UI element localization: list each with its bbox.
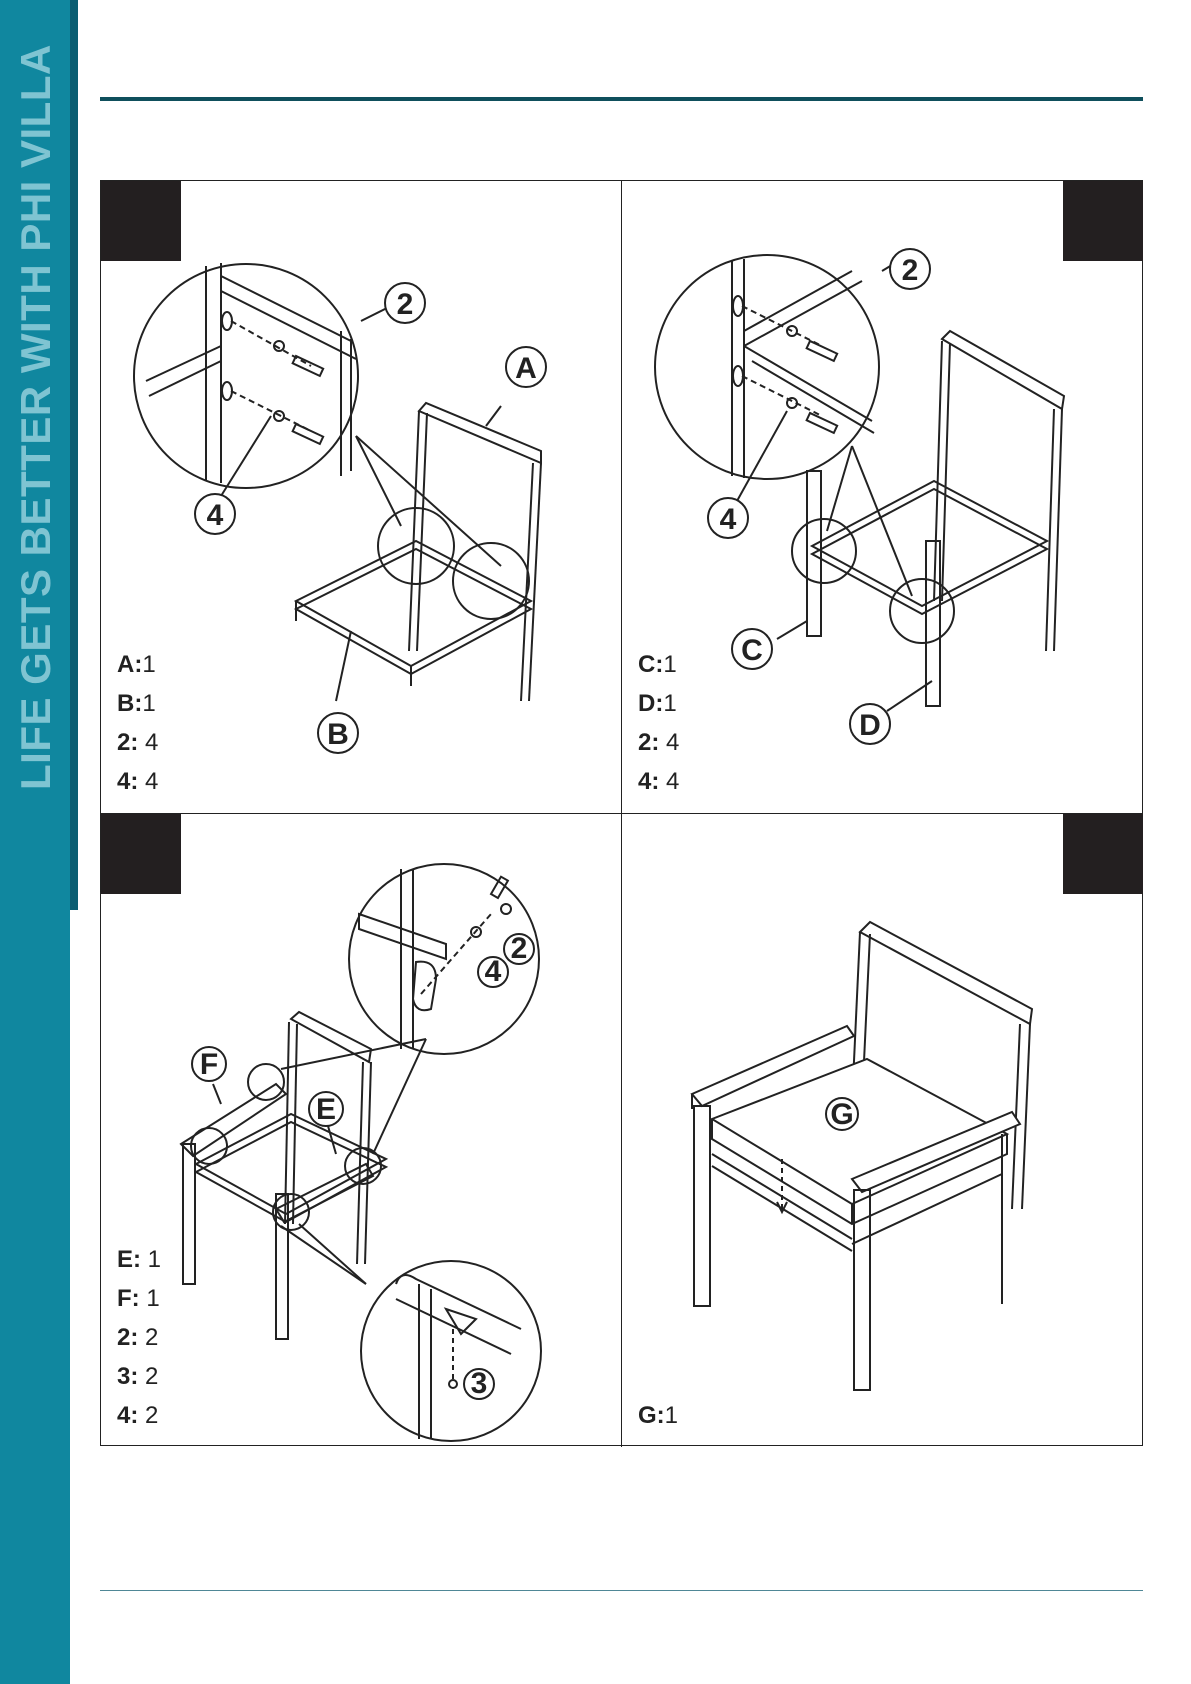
callout-G: G <box>830 1098 854 1131</box>
callout-4: 4 <box>206 499 224 532</box>
parts-row: 2: 4 <box>117 729 159 756</box>
parts-row: 3: 2 <box>117 1363 159 1390</box>
callout-B: B <box>327 718 349 751</box>
parts-row: B:1 <box>117 690 156 717</box>
parts-row: D:1 <box>638 690 677 717</box>
header-rule <box>100 97 1143 101</box>
callout-D: D <box>859 709 881 742</box>
callout-A: A <box>515 352 537 385</box>
parts-row: 2: 2 <box>117 1324 159 1351</box>
parts-row: 2: 4 <box>638 729 680 756</box>
step-3-parts-list <box>117 1240 161 1435</box>
footer-rule <box>100 1590 1143 1591</box>
step-1-illustration <box>101 181 622 814</box>
step-3-panel <box>101 814 622 1447</box>
sidebar-slogan: LIFE GETS BETTER WITH PHI VILLA <box>12 44 59 790</box>
parts-row: A:1 <box>117 651 156 678</box>
step-3-illustration <box>101 814 622 1447</box>
step-1-panel <box>101 181 622 814</box>
callout-2: 2 <box>901 254 919 287</box>
parts-row: C:1 <box>638 651 677 678</box>
callout-F: F <box>199 1048 219 1081</box>
step-4-panel <box>622 814 1143 1447</box>
parts-row: 4: 2 <box>117 1402 159 1429</box>
sidebar-shade <box>70 0 78 910</box>
callout-E: E <box>315 1093 337 1126</box>
step-4-illustration <box>622 814 1143 1447</box>
parts-row: G:1 <box>638 1402 679 1429</box>
step-2-illustration <box>622 181 1143 814</box>
parts-row: E: 1 <box>117 1246 162 1273</box>
parts-row: F: 1 <box>117 1285 160 1312</box>
parts-row: 4: 4 <box>638 768 680 795</box>
step-4-parts-list <box>638 1396 678 1435</box>
callout-3: 3 <box>470 1367 488 1400</box>
callout-4: 4 <box>484 955 502 988</box>
parts-row: 4: 4 <box>117 768 159 795</box>
callout-4: 4 <box>719 503 737 536</box>
step-1-parts-list <box>117 645 158 801</box>
assembly-steps-grid <box>100 180 1143 1446</box>
step-2-parts-list <box>638 645 679 801</box>
callout-C: C <box>741 634 763 667</box>
callout-2: 2 <box>396 288 414 321</box>
callout-2: 2 <box>510 932 528 965</box>
step-2-panel <box>622 181 1143 814</box>
